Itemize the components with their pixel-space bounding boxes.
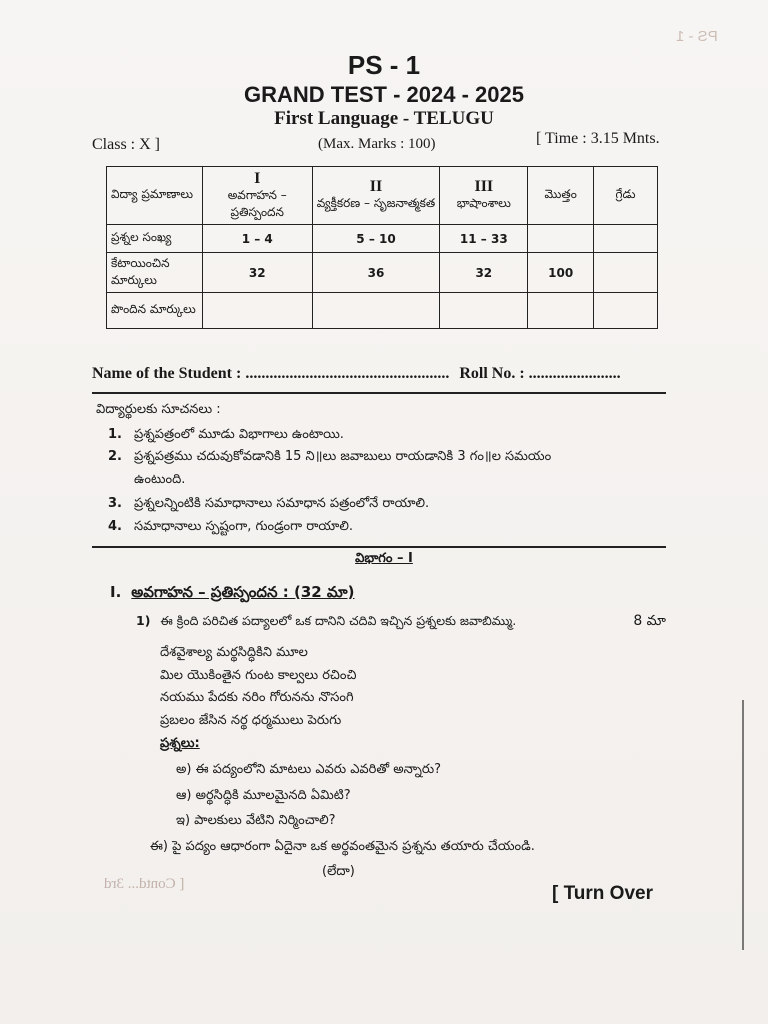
table-cell: 11 – 33 (440, 225, 528, 253)
exam-title: GRAND TEST - 2024 - 2025 (244, 82, 524, 107)
poem-line: నయము పేదకు నరిం గోరునను నొసంగి (160, 690, 354, 705)
section-title: విభాగం – I (355, 551, 413, 566)
table-cell: విద్యా ప్రమాణాలు (107, 167, 203, 225)
table-cell: 36 (312, 253, 440, 293)
instruction-item: 4. సమాధానాలు స్పష్టంగా, గుండ్రంగా రాయాలి. (108, 519, 353, 534)
divider (92, 392, 666, 394)
turn-over-label: [ Turn Over (552, 883, 653, 904)
bleed-through-contd: [ Contd... 3rd (104, 876, 185, 892)
table-row (107, 225, 658, 253)
table-cell (202, 293, 312, 329)
part-heading: I. అవగాహన – ప్రతిస్పందన : (32 మా) (110, 583, 355, 601)
table-cell (594, 253, 658, 293)
sub-question: ఈ) పై పద్యం ఆధారంగా ఏదైనా ఒక అర్థవంతమైన ప్రశ్నను తయారు చేయండి. (150, 839, 535, 854)
class-label: Class : X ] (92, 136, 160, 153)
question-1: 1) ఈ క్రింది పరిచిత పద్యాలలో ఒక దానిని చదివి ఇచ్చిన ప్రశ్నలకు జవాబిమ్ము. 8 మా (136, 613, 666, 632)
table-cell (528, 293, 594, 329)
poem-line: ప్రబలం జేసిన నర్థ ధర్మములు పెరుగు (160, 713, 342, 728)
or-label: (లేదా) (322, 864, 355, 879)
table-cell (312, 293, 440, 329)
table-cell (528, 225, 594, 253)
questions-label: ప్రశ్నలు: (160, 736, 200, 751)
table-row (107, 293, 658, 329)
max-marks-label: (Max. Marks : 100) (318, 136, 436, 152)
table-cell: II వ్యక్తీకరణ – సృజనాత్మకత (312, 167, 440, 225)
instructions-title: విద్యార్థులకు సూచనలు : (96, 402, 221, 417)
table-cell: గ్రేడు (594, 167, 658, 225)
table-cell (594, 225, 658, 253)
instruction-item: 3. ప్రశ్నలన్నింటికి సమాధానాలు సమాధాన పత్రంలోనే రాయాలి. (108, 496, 430, 511)
paper-code: PS - 1 (347, 50, 421, 80)
sub-question: ఆ) అర్థసిద్ధికి మూలమైనది ఏమిటి? (176, 788, 351, 803)
table-cell: ప్రశ్నల సంఖ్య (107, 225, 203, 253)
bleed-through-page-code: PS - 1 (676, 28, 718, 45)
table-cell: 1 – 4 (202, 225, 312, 253)
marks-table (106, 166, 658, 329)
student-name-label: Name of the Student : ................................................... (92, 365, 450, 382)
page-edge-mark (742, 700, 744, 950)
instruction-item: 2. ప్రశ్నపత్రము చదువుకోవడానికి 15 ని॥లు జవాబులు రాయడానికి 3 గం॥ల సమయం (108, 449, 552, 464)
table-cell: పొందిన మార్కులు (107, 293, 203, 329)
roll-no-label: Roll No. : ....................... (459, 365, 621, 382)
table-cell (594, 293, 658, 329)
table-cell: 5 – 10 (312, 225, 440, 253)
instruction-item: 1. ప్రశ్నపత్రంలో మూడు విభాగాలు ఉంటాయి. (108, 427, 344, 442)
student-info-line (92, 365, 621, 383)
table-cell: III భాషాంశాలు (440, 167, 528, 225)
table-row (107, 167, 658, 225)
sub-question: అ) ఈ పద్యంలోని మాటలు ఎవరు ఎవరితో అన్నారు? (176, 762, 441, 777)
table-cell: I అవగాహన – ప్రతిస్పందన (202, 167, 312, 225)
table-cell: కేటాయించిన మార్కులు (107, 253, 203, 293)
divider (92, 546, 666, 548)
sub-question: ఇ) పాలకులు వేటిని నిర్మించాలి? (176, 813, 336, 828)
table-cell: 32 (440, 253, 528, 293)
time-label: [ Time : 3.15 Mnts. (536, 130, 660, 147)
poem-line: మిల యొకింతైన గుంట కాల్వలు రచించి (160, 668, 357, 683)
table-cell: మొత్తం (528, 167, 594, 225)
subject-title: First Language - TELUGU (274, 108, 494, 129)
question-marks: 8 మా (633, 613, 666, 629)
table-cell: 100 (528, 253, 594, 293)
table-cell: 32 (202, 253, 312, 293)
instruction-item: ఉంటుంది. (134, 472, 186, 487)
table-row (107, 253, 658, 293)
poem-line: దేశవైశాల్య మర్థసిద్ధికిని మూల (160, 645, 308, 660)
table-cell (440, 293, 528, 329)
